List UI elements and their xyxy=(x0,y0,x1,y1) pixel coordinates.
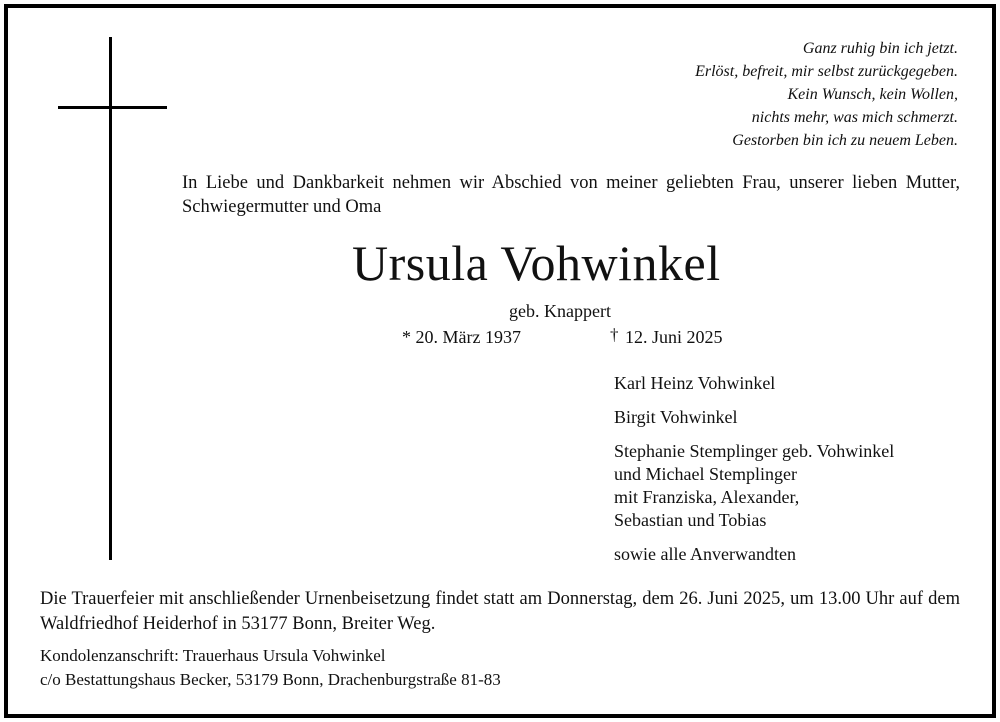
family-member: Stephanie Stemplinger geb. Vohwinkel xyxy=(614,441,895,461)
condolence-line: c/o Bestattungshaus Becker, 53179 Bonn, Drachenburgstraße 81-83 xyxy=(40,670,501,689)
death-date: 12. Juni 2025 xyxy=(625,327,723,347)
deceased-name: Ursula Vohwinkel xyxy=(352,235,721,291)
poem-line: Ganz ruhig bin ich jetzt. xyxy=(802,40,958,57)
dagger-icon: † xyxy=(610,325,619,344)
family-list xyxy=(614,372,894,566)
condolence-line: Kondolenzanschrift: Trauerhaus Ursula Vohwinkel xyxy=(40,646,386,665)
poem-line: nichts mehr, was mich schmerzt. xyxy=(751,109,958,126)
poem-line: Gestorben bin ich zu neuem Leben. xyxy=(732,132,958,149)
poem xyxy=(695,37,958,152)
maiden-name: geb. Knappert xyxy=(509,301,611,321)
poem-line: Erlöst, befreit, mir selbst zurückgegeben. xyxy=(695,63,958,80)
family-member: Birgit Vohwinkel xyxy=(614,407,738,427)
cross-icon-horizontal xyxy=(58,106,167,109)
ceremony-text: Die Trauerfeier mit anschließender Urnenbeisetzung findet statt am Donnerstag, dem 26. Juni 2025, um 13.00 Uhr auf dem Waldfriedhof Heiderhof in 53177 Bonn, Breiter Weg. xyxy=(40,589,960,634)
cross-icon-vertical xyxy=(109,37,112,560)
family-member: mit Franziska, Alexander, xyxy=(614,487,800,507)
intro-text: In Liebe und Dankbarkeit nehmen wir Abschied von meiner geliebten Frau, unserer lieben Mutter, Schwiegermutter und Oma xyxy=(182,173,960,217)
family-member: und Michael Stemplinger xyxy=(614,464,797,484)
family-member: sowie alle Anverwandten xyxy=(614,544,796,564)
family-member: Karl Heinz Vohwinkel xyxy=(614,373,776,393)
birth-date: * 20. März 1937 xyxy=(402,327,521,347)
poem-line: Kein Wunsch, kein Wollen, xyxy=(787,86,958,103)
condolence-address xyxy=(40,644,501,692)
death-date-group xyxy=(610,326,723,349)
family-member: Sebastian und Tobias xyxy=(614,510,767,530)
